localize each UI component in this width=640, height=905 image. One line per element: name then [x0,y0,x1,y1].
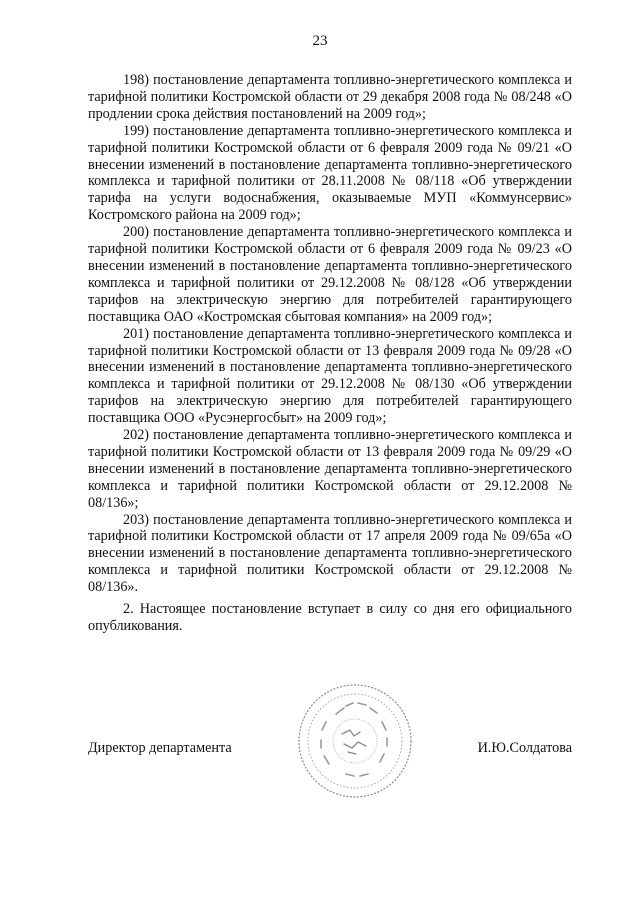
list-item-200: 200) постановление департамента топливно-энергетического комплекса и тарифной политики Костромской области от 6 февраля 2009 года № 09/23 «О внесении изменений в постановление департамента топливно-энергетического комплекса и тарифной политики от 29.12.2008 № 08/128 «Об утверждении тарифов на электрическую энергию для потребителей гарантирующего поставщика ОАО «Костромская сбытовая компания» на 2009 год»; [88,224,572,325]
list-item-201: 201) постановление департамента топливно-энергетического комплекса и тарифной политики Костромской области от 13 февраля 2009 года № 09/28 «О внесении изменений в постановление департамента топливно-энергетического комплекса и тарифной политики от 29.12.2008 № 08/130 «Об утверждении тарифов на электрическую энергию для потребителей гарантирующего поставщика ООО «Русэнергосбыт» на 2009 год»; [88,325,572,427]
official-seal-stamp [296,682,414,800]
list-item-198: 198) постановление департамента топливно-энергетического комплекса и тарифной политики Костромской области от 29 декабря 2008 года № 08/248 «О продлении срока действия постановлений на 2009 год»; [88,72,572,122]
page-number: 23 [312,33,328,49]
signatory-name: И.Ю.Солдатова [477,740,572,756]
list-item-202: 202) постановление департамента топливно-энергетического комплекса и тарифной политики Костромской области от 13 февраля 2009 года № 09/29 «О внесении изменений в постановление департамента топливно-энергетического комплекса и тарифной политики Костромской области от 29.12.2008 № 08/136»; [88,427,572,511]
signatory-position: Директор департамента [88,740,232,756]
list-item-199: 199) постановление департамента топливно-энергетического комплекса и тарифной политики Костромской области от 6 февраля 2009 года № 09/21 «О внесении изменений в постановление департамента топливно-энергетического комплекса и тарифной политики от 28.11.2008 № 08/118 «Об утверждении тарифа на услуги водоснабжения, оказываемые МУП «Коммунсервис» Костромского района на 2009 год»; [88,122,572,224]
document-body [88,72,572,635]
list-item-203: 203) постановление департамента топливно-энергетического комплекса и тарифной политики Костромской области от 17 апреля 2009 года № 09/65а «О внесении изменений в постановление департамента топливно-энергетического комплекса и тарифной политики Костромской области от 29.12.2008 № 08/136». [88,511,572,596]
effective-date-paragraph: 2. Настоящее постановление вступает в силу со дня его официального опубликования. [88,601,572,634]
